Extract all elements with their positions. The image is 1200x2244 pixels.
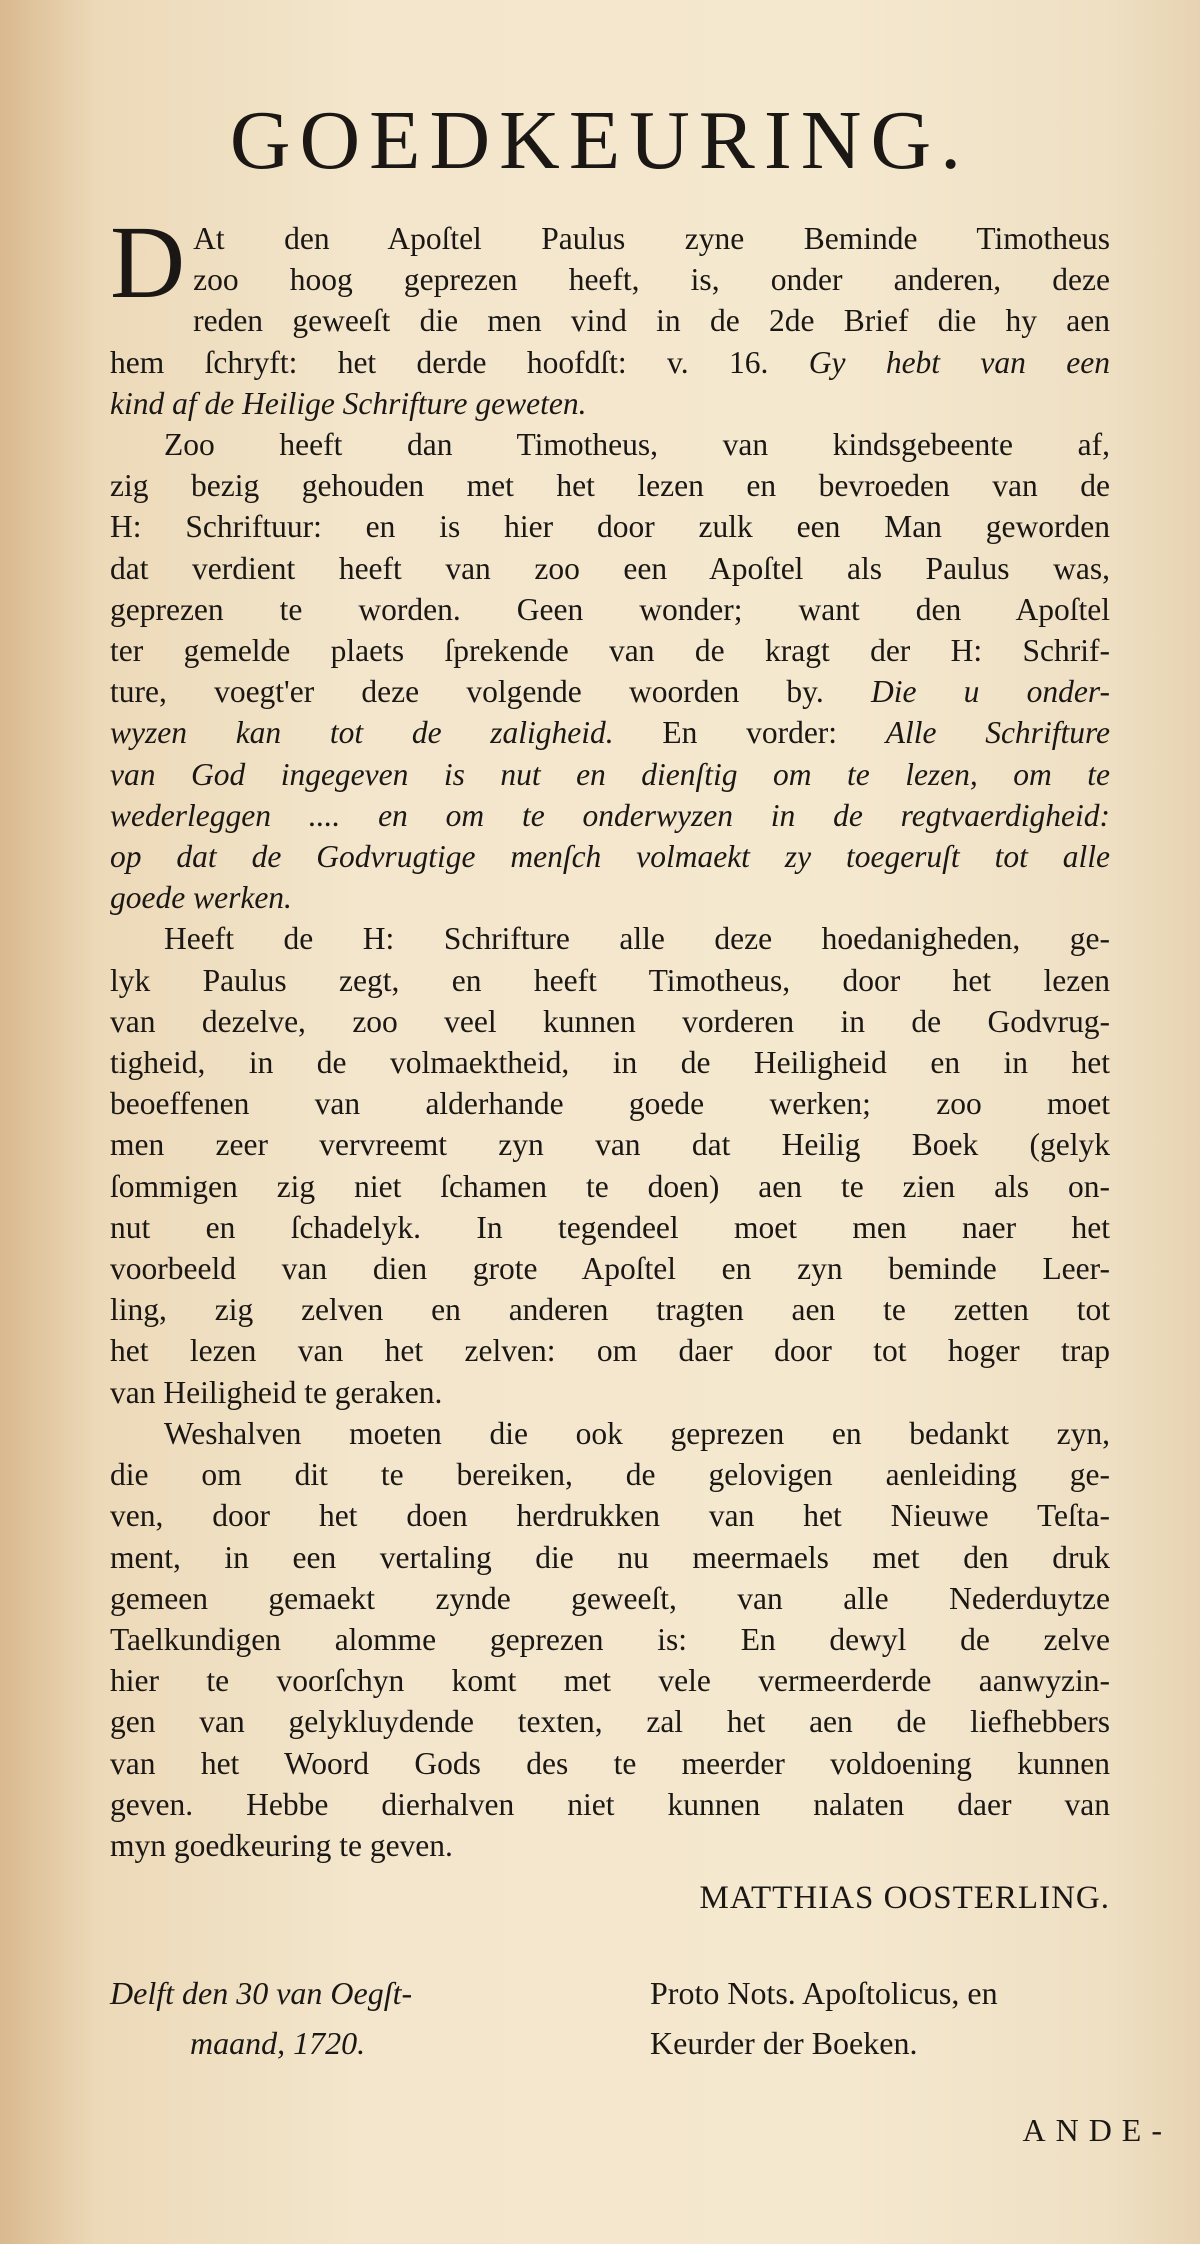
text-line: men zeer vervreemt zyn van dat Heilig Boek (gelyk	[110, 1127, 1110, 1163]
text-line: zig bezig gehouden met het lezen en bevroeden van de	[110, 468, 1110, 504]
text-line: Zoo heeft dan Timotheus, van kindsgebeente af,	[164, 427, 1110, 463]
text-line: zoo hoog geprezen heeft, is, onder anderen, deze	[193, 262, 1110, 298]
text-line: lyk Paulus zegt, en heeft Timotheus, door het lezen	[110, 962, 1110, 998]
signer-office	[650, 1968, 1170, 2068]
text-line	[110, 712, 1110, 753]
text-line: ven, door het doen herdrukken van het Nieuwe Teſta-	[110, 1498, 1110, 1534]
text-line: gen van gelykluydende texten, zal het aen de liefhebbers	[110, 1704, 1110, 1740]
italic-quote: Alle Schrifture	[885, 715, 1111, 751]
text-run: hem ſchryft: het derde hoofdſt: v. 16.	[110, 344, 769, 380]
text-line: nut en ſchadelyk. In tegendeel moet men naer het	[110, 1209, 1110, 1245]
signer-office-line: Proto Nots. Apoſtolicus, en	[650, 1975, 998, 2011]
text-line	[110, 342, 1110, 383]
italic-quote: op dat de Godvrugtige menſch volmaekt zy toegeruſt tot alle	[110, 839, 1110, 875]
text-line: H: Schriftuur: en is hier door zulk een Man geworden	[110, 509, 1110, 545]
text-line: dat verdient heeft van zoo een Apoſtel als Paulus was,	[110, 550, 1110, 586]
italic-quote: goede werken.	[110, 880, 292, 916]
text-line: van Heiligheid te geraken.	[110, 1374, 443, 1410]
text-line: At den Apoſtel Paulus zyne Beminde Timotheus	[193, 221, 1110, 256]
italic-quote: wyzen kan tot de zaligheid.	[110, 715, 614, 751]
text-line: ment, in een vertaling die nu meermaels met den druk	[110, 1539, 1110, 1575]
italic-quote: van God ingegeven is nut en dienſtig om te lezen, om te	[110, 756, 1110, 792]
text-line	[110, 383, 1110, 424]
text-line: tigheid, in de volmaektheid, in de Heiligheid en in het	[110, 1045, 1110, 1081]
place-date	[110, 1968, 590, 2068]
italic-quote: kind af de Heilige Schrifture geweten.	[110, 385, 587, 421]
text-run: En vorder:	[662, 715, 838, 751]
italic-quote: Gy hebt van een	[808, 344, 1110, 380]
text-run: ture, voegt'er deze volgende woorden by.	[110, 674, 824, 710]
text-line: voorbeeld van dien grote Apoſtel en zyn beminde Leer-	[110, 1251, 1110, 1287]
page-title: GOEDKEURING.	[229, 94, 971, 187]
text-line: beoeffenen van alderhande goede werken; zoo moet	[110, 1086, 1110, 1122]
text-line: van dezelve, zoo veel kunnen vorderen in de Godvrug-	[110, 1003, 1110, 1039]
text-line	[110, 754, 1110, 795]
text-line: ſommigen zig niet ſchamen te doen) aen te zien als on-	[110, 1168, 1110, 1204]
text-line: geprezen te worden. Geen wonder; want den Apoſtel	[110, 591, 1110, 627]
text-line: reden geweeſt die men vind in de 2de Brief die hy aen	[193, 303, 1110, 339]
text-line	[110, 795, 1110, 836]
approval-text	[110, 205, 1111, 1866]
text-line: van het Woord Gods des te meerder voldoening kunnen	[110, 1745, 1110, 1781]
text-line: ter gemelde plaets ſprekende van de kragt der H: Schrif-	[110, 633, 1110, 669]
text-line: gemeen gemaekt zynde geweeſt, van alle Nederduytze	[110, 1580, 1110, 1616]
signer-name: MATTHIAS OOSTERLING.	[699, 1880, 1110, 1916]
place-date-line: maand, 1720.	[190, 2025, 366, 2061]
text-line	[110, 671, 1110, 712]
place-date-line: Delft den 30 van Oegſt-	[110, 1975, 413, 2011]
text-line: myn goedkeuring te geven.	[110, 1827, 453, 1863]
text-line: geven. Hebbe dierhalven niet kunnen nalaten daer van	[110, 1786, 1110, 1822]
text-line: Taelkundigen alomme geprezen is: En dewyl de zelve	[110, 1621, 1110, 1657]
catchword: ANDE-	[1022, 2112, 1172, 2148]
text-line	[110, 836, 1110, 877]
text-line: die om dit te bereiken, de gelovigen aenleiding ge-	[110, 1457, 1110, 1493]
text-line: het lezen van het zelven: om daer door tot hoger trap	[110, 1333, 1110, 1369]
text-line: hier te voorſchyn komt met vele vermeerderde aanwyzin-	[110, 1663, 1110, 1699]
drop-cap: D	[110, 205, 186, 320]
signer-office-line: Keurder der Boeken.	[650, 2025, 918, 2061]
text-line	[110, 877, 1110, 918]
text-line: Heeft de H: Schrifture alle deze hoedanigheden, ge-	[164, 921, 1110, 957]
italic-quote: wederleggen .... en om te onderwyzen in de regtvaerdigheid:	[110, 797, 1110, 833]
text-line: ling, zig zelven en anderen tragten aen te zetten tot	[110, 1292, 1110, 1328]
text-line: Weshalven moeten die ook geprezen en bedankt zyn,	[164, 1415, 1110, 1451]
italic-quote: Die u onder-	[870, 674, 1110, 710]
